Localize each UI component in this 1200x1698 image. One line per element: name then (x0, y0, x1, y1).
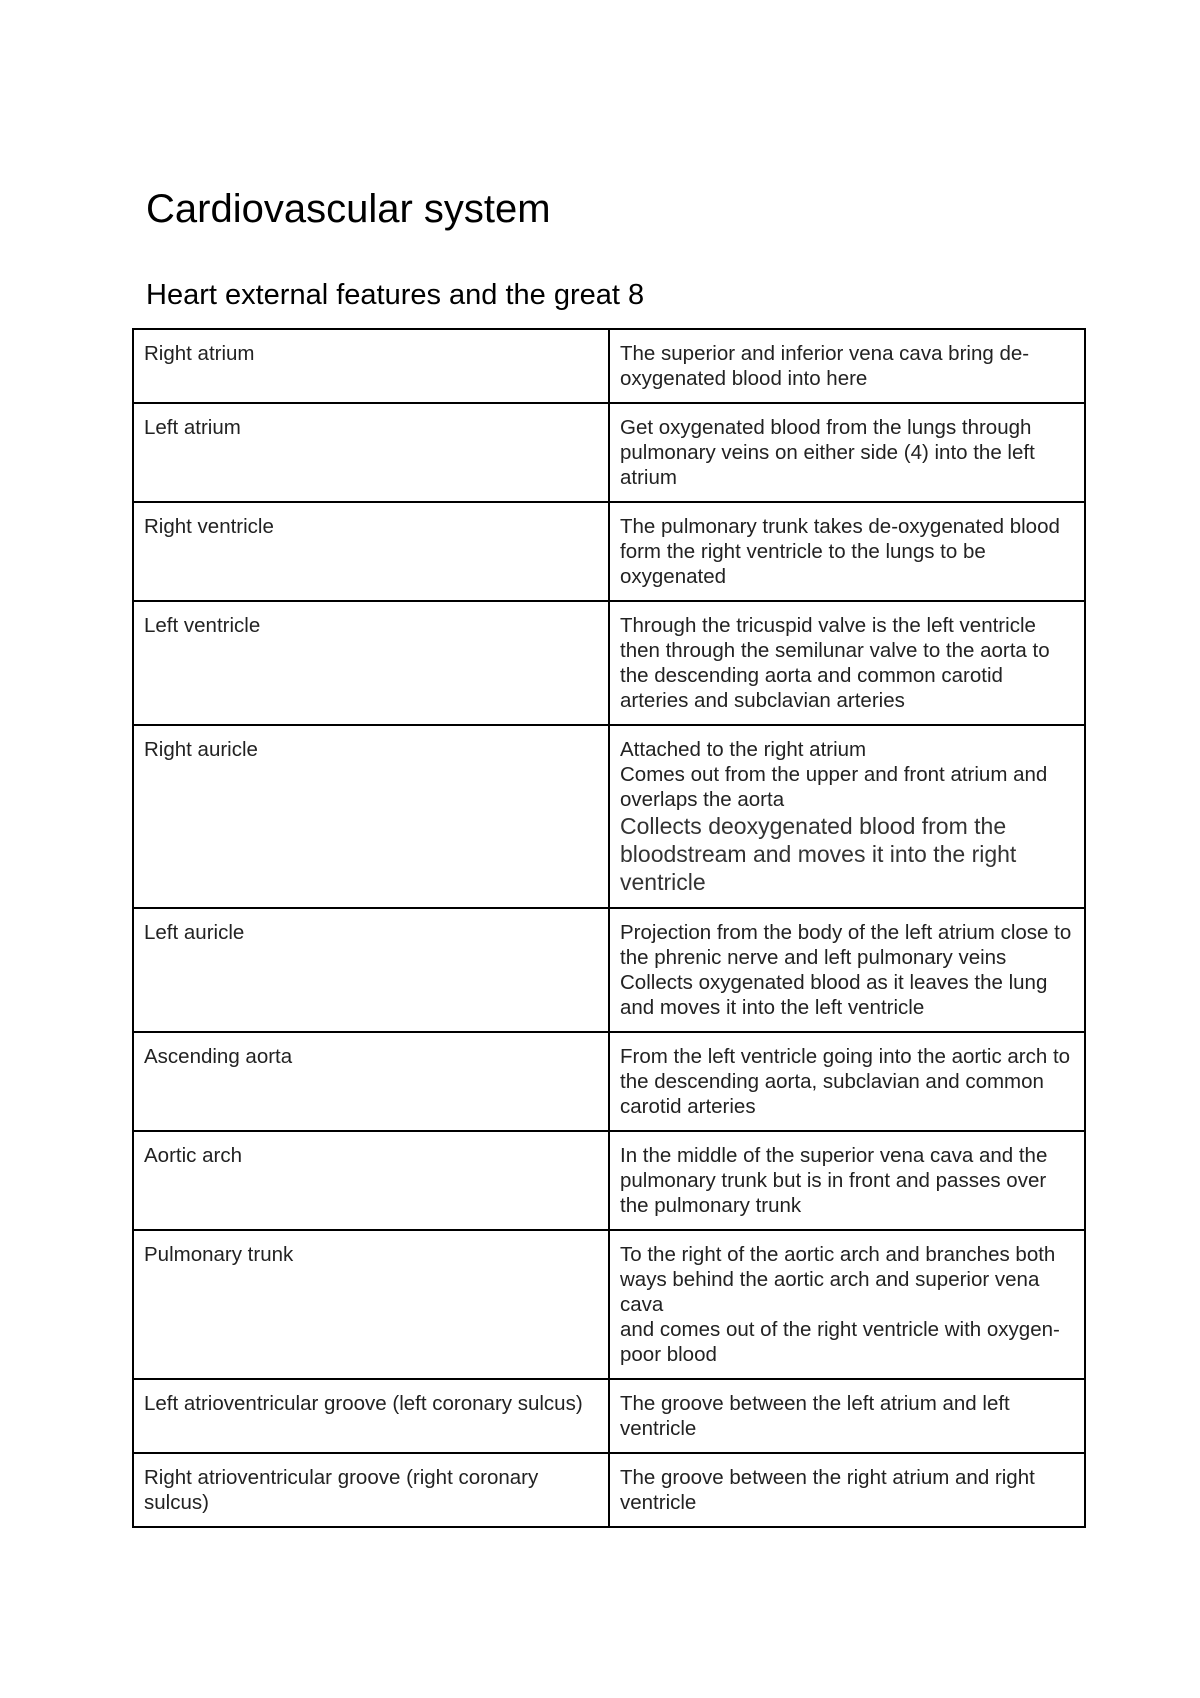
description-cell (609, 1453, 1085, 1527)
description-cell (609, 1032, 1085, 1131)
table-row (133, 1131, 1085, 1230)
description-cell (609, 502, 1085, 601)
description-line: To the right of the aortic arch and branches both ways behind the aortic arch and superior vena cava (620, 1243, 1056, 1316)
description-line: Attached to the right atrium (620, 738, 867, 761)
table-row (133, 502, 1085, 601)
term-cell: Left atrium (133, 403, 609, 502)
term-cell: Aortic arch (133, 1131, 609, 1230)
description-line: In the middle of the superior vena cava and the pulmonary trunk but is in front and passes over the pulmonary trunk (620, 1144, 1048, 1217)
description-line: From the left ventricle going into the aortic arch to the descending aorta, subclavian and common carotid arteries (620, 1045, 1071, 1118)
description-line: Collects deoxygenated blood from the bloodstream and moves it into the right ventricle (620, 813, 1017, 895)
description-line: Comes out from the upper and front atrium and overlaps the aorta (620, 763, 1048, 811)
description-line: and comes out of the right ventricle with oxygen-poor blood (620, 1318, 1060, 1366)
description-line: The pulmonary trunk takes de-oxygenated blood form the right ventricle to the lungs to be oxygenated (620, 515, 1060, 588)
section-heading: Heart external features and the great 8 (146, 279, 645, 311)
description-line: Get oxygenated blood from the lungs through pulmonary veins on either side (4) into the left atrium (620, 416, 1035, 489)
table-row (133, 908, 1085, 1032)
table-row (133, 1032, 1085, 1131)
table-row (133, 403, 1085, 502)
term-cell: Pulmonary trunk (133, 1230, 609, 1379)
table-row (133, 1230, 1085, 1379)
description-line: The groove between the left atrium and left ventricle (620, 1392, 1010, 1440)
description-line: The groove between the right atrium and right ventricle (620, 1466, 1035, 1514)
description-line: Collects oxygenated blood as it leaves the lung and moves it into the left ventricle (620, 971, 1048, 1019)
term-cell: Left ventricle (133, 601, 609, 725)
heart-features-table (132, 328, 1086, 1528)
description-line: The superior and inferior vena cava bring de-oxygenated blood into here (620, 342, 1030, 390)
description-cell (609, 403, 1085, 502)
term-cell: Right ventricle (133, 502, 609, 601)
description-cell (609, 601, 1085, 725)
description-cell (609, 1379, 1085, 1453)
description-line: Through the tricuspid valve is the left ventricle then through the semilunar valve to the aorta to the descending aorta and common carotid arteries and subclavian arteries (620, 614, 1050, 712)
description-line: Projection from the body of the left atrium close to the phrenic nerve and left pulmonary veins (620, 921, 1072, 969)
table-row (133, 601, 1085, 725)
table-row (133, 1379, 1085, 1453)
term-cell: Left atrioventricular groove (left coronary sulcus) (133, 1379, 609, 1453)
term-cell: Right atrium (133, 329, 609, 403)
table-row (133, 725, 1085, 908)
features-table-container (132, 328, 1080, 1528)
term-cell: Left auricle (133, 908, 609, 1032)
description-cell (609, 1230, 1085, 1379)
description-cell (609, 908, 1085, 1032)
page-title: Cardiovascular system (146, 187, 551, 231)
description-cell (609, 725, 1085, 908)
description-cell (609, 1131, 1085, 1230)
table-row (133, 329, 1085, 403)
term-cell: Ascending aorta (133, 1032, 609, 1131)
term-cell: Right auricle (133, 725, 609, 908)
description-cell (609, 329, 1085, 403)
table-row (133, 1453, 1085, 1527)
term-cell: Right atrioventricular groove (right coronary sulcus) (133, 1453, 609, 1527)
